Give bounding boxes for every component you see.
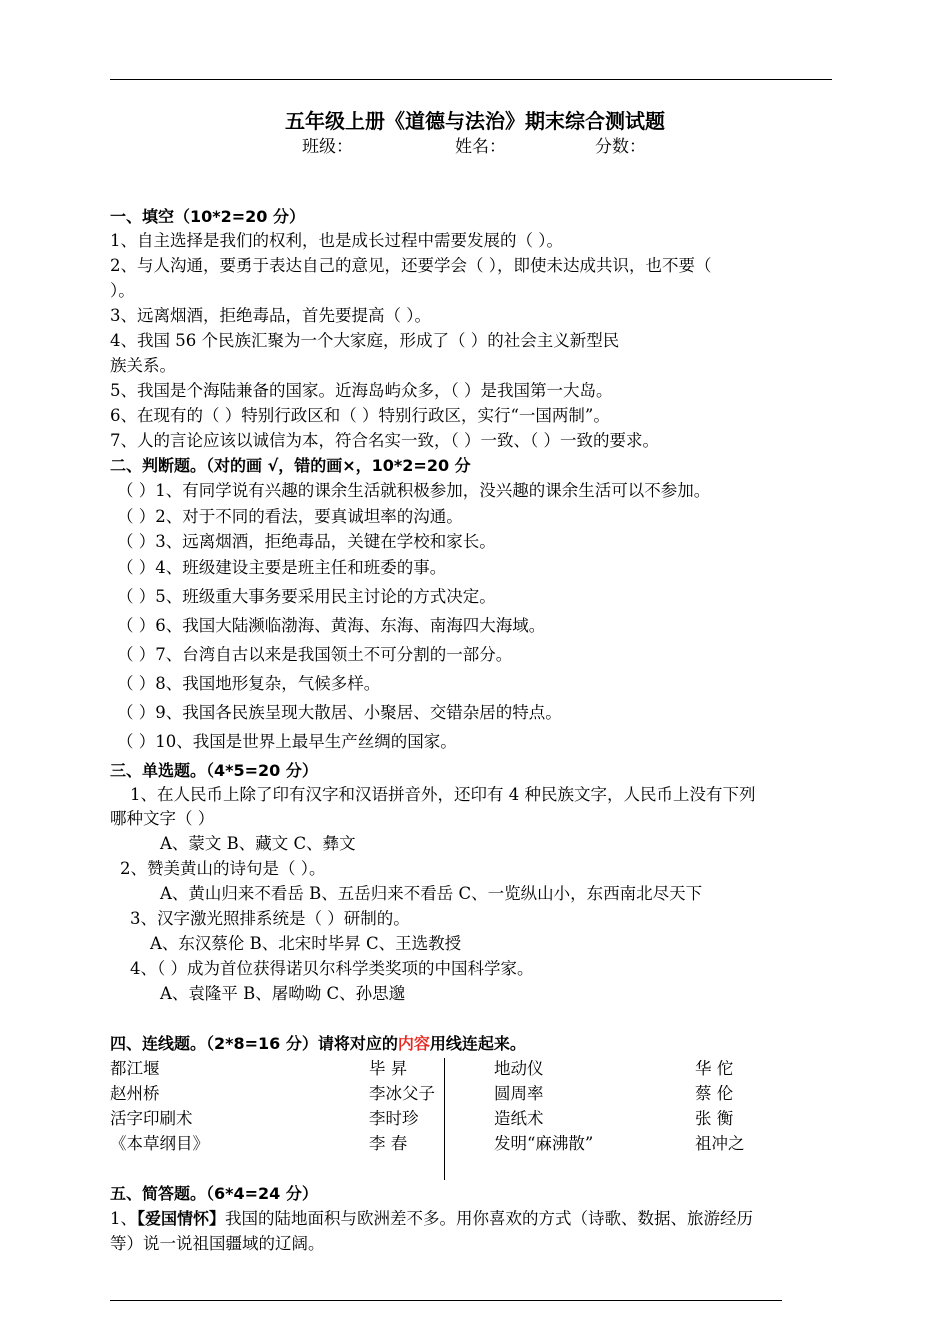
- fill-question-5: 5、我国是个海陆兼备的国家。近海岛屿众多，（ ）是我国第一大岛。: [110, 381, 613, 400]
- judge-item-10: （ ）10、我国是世界上最早生产丝绸的国家。: [117, 732, 457, 751]
- fill-question-1: 1、自主选择是我们的权利，也是成长过程中需要发展的（ ）。: [110, 231, 563, 250]
- section-3-heading: 三、单选题。（4*5=20 分）: [110, 761, 318, 780]
- name-label: 姓名：: [455, 137, 506, 157]
- choice-question-2: 2、赞美黄山的诗句是（ ）。: [120, 859, 326, 878]
- judge-item-5: （ ）5、班级重大事务要采用民主讨论的方式决定。: [117, 587, 496, 606]
- page-title: 五年级上册《道德与法治》期末综合测试题: [285, 109, 665, 133]
- match-right-person: 华 佗: [695, 1059, 734, 1078]
- match-right-item: 发明“麻沸散”: [494, 1134, 594, 1153]
- judge-item-8: （ ）8、我国地形复杂，气候多样。: [117, 674, 381, 693]
- judge-item-3: （ ）3、远离烟酒，拒绝毒品，关键在学校和家长。: [117, 532, 496, 551]
- judge-item-6: （ ）6、我国大陆濒临渤海、黄海、东海、南海四大海域。: [117, 616, 546, 635]
- match-right-item: 圆周率: [494, 1084, 544, 1103]
- fill-question-7: 7、人的言论应该以诚信为本，符合名实一致，（ ）一致、（ ）一致的要求。: [110, 431, 659, 450]
- section-4-heading-a: 四、连线题。（2*8=16 分）请将对应的: [110, 1034, 398, 1053]
- choice-options-2: A、黄山归来不看岳 B、五岳归来不看岳 C、一览纵山小，东西南北尽天下: [160, 884, 703, 903]
- section-4-heading-red: 内容: [397, 1034, 430, 1053]
- q1-text: 我国的陆地面积与欧洲差不多。用你喜欢的方式（诗歌、数据、旅游经历: [225, 1209, 754, 1228]
- choice-question-3: 3、汉字激光照排系统是（ ）研制的。: [130, 909, 410, 928]
- q1-prefix: 1、: [110, 1209, 137, 1228]
- score-label: 分数：: [595, 137, 646, 157]
- choice-question-4: 4、（ ）成为首位获得诺贝尔科学类奖项的中国科学家。: [130, 959, 534, 978]
- match-left-item: 都江堰: [110, 1059, 160, 1078]
- fill-question-4: 4、我国 56 个民族汇聚为一个大家庭，形成了（ ）的社会主义新型民: [110, 331, 620, 350]
- fill-question-4-cont: 族关系。: [110, 356, 176, 375]
- short-answer-question-1: [110, 1207, 753, 1231]
- short-answer-question-1-cont: 等）说一说祖国疆域的辽阔。: [110, 1234, 325, 1253]
- match-right-person: 张 衡: [695, 1109, 734, 1128]
- match-person-item: 毕 昇: [369, 1059, 408, 1078]
- column-divider: [444, 1058, 445, 1180]
- judge-item-2: （ ）2、对于不同的看法，要真诚坦率的沟通。: [117, 507, 463, 526]
- match-right-person: 蔡 伦: [695, 1084, 734, 1103]
- match-person-item: 李时珍: [369, 1109, 419, 1128]
- section-4-heading-b: 用线连起来。: [429, 1034, 526, 1053]
- match-right-person: 祖冲之: [695, 1134, 745, 1153]
- match-left-item: 《本草纲目》: [110, 1134, 209, 1153]
- q1-tag: 【爱国情怀】: [137, 1209, 226, 1228]
- fill-question-2-cont: ）。: [110, 281, 135, 300]
- fill-question-6: 6、在现有的（ ）特别行政区和（ ）特别行政区，实行“一国两制”。: [110, 406, 610, 425]
- choice-options-3: A、东汉蔡伦 B、北宋时毕昇 C、王选教授: [150, 934, 462, 953]
- judge-item-9: （ ）9、我国各民族呈现大散居、小聚居、交错杂居的特点。: [117, 703, 562, 722]
- match-left-item: 活字印刷术: [110, 1109, 193, 1128]
- section-1-heading: 一、填空（10*2=20 分）: [110, 207, 306, 226]
- judge-item-4: （ ）4、班级建设主要是班主任和班委的事。: [117, 558, 447, 577]
- class-label: 班级：: [302, 137, 353, 157]
- judge-item-7: （ ）7、台湾自古以来是我国领土不可分割的一部分。: [117, 645, 513, 664]
- match-right-item: 地动仪: [494, 1059, 544, 1078]
- section-5-heading: 五、简答题。（6*4=24 分）: [110, 1184, 318, 1203]
- top-rule: [110, 79, 832, 80]
- bottom-rule: [110, 1300, 782, 1301]
- match-person-item: 李 春: [369, 1134, 408, 1153]
- choice-question-1-cont: 哪种文字（ ）: [110, 809, 215, 828]
- match-left-item: 赵州桥: [110, 1084, 160, 1103]
- judge-item-1: （ ）1、有同学说有兴趣的课余生活就积极参加，没兴趣的课余生活可以不参加。: [117, 481, 711, 500]
- section-2-heading: 二、判断题。（对的画 √，错的画×，10*2=20 分: [110, 456, 471, 475]
- match-right-item: 造纸术: [494, 1109, 544, 1128]
- fill-question-3: 3、远离烟酒，拒绝毒品，首先要提高（ ）。: [110, 306, 431, 325]
- choice-question-1: 1、在人民币上除了印有汉字和汉语拼音外，还印有 4 种民族文字，人民币上没有下列: [130, 785, 756, 804]
- section-4-heading: [110, 1032, 526, 1056]
- choice-options-4: A、袁隆平 B、屠呦呦 C、孙思邈: [160, 984, 406, 1003]
- fill-question-2: 2、与人沟通，要勇于表达自己的意见，还要学会（ ），即使未达成共识，也不要（: [110, 256, 712, 275]
- match-person-item: 李冰父子: [369, 1084, 435, 1103]
- choice-options-1: A、蒙文 B、藏文 C、彝文: [160, 834, 356, 853]
